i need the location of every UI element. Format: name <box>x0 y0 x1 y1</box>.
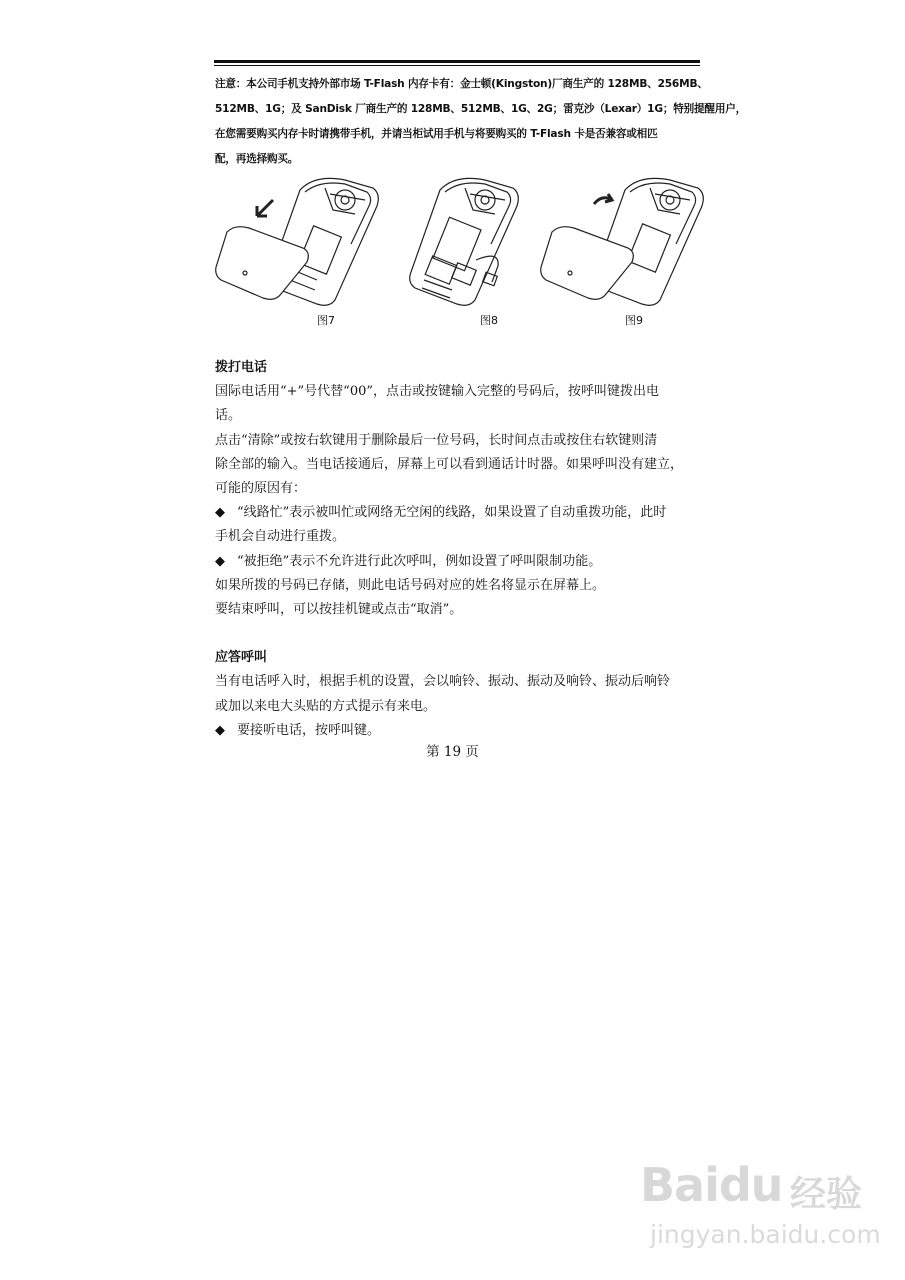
note-line: 在您需要购买内存卡时请携带手机，并请当柜试用手机与将要购买的 T-Flash 卡是否兼容或相匹 <box>215 128 658 140</box>
phone-memory-card-insert-illustration <box>380 170 555 310</box>
section-heading-answer: 应答呼叫 <box>215 650 268 666</box>
baidu-logo: Baidu <box>640 1158 783 1212</box>
header-rule-thin <box>214 65 700 66</box>
phone-cover-replace-illustration <box>530 170 705 310</box>
body-line: 或加以来电大头贴的方式提示有来电。 <box>215 698 437 714</box>
note-line: 配，再选择购买。 <box>215 153 299 165</box>
bullet-text: “线路忙”表示被叫忙或网络无空闲的线路，如果设置了自动重拨功能，此时 <box>237 505 667 521</box>
watermark-url: jingyan.baidu.com <box>650 1220 881 1249</box>
figure-9 <box>530 170 705 335</box>
figure-7-caption: 图7 <box>317 314 335 327</box>
memory-card-note <box>215 72 747 172</box>
figure-8 <box>380 170 555 335</box>
body-line: 当有电话呼入时，根据手机的设置，会以响铃、振动、振动及响铃、振动后响铃 <box>215 674 671 690</box>
body-line: 话。 <box>215 408 242 424</box>
figure-9-caption: 图9 <box>625 314 643 327</box>
body-line: 要结束呼叫，可以按挂机键或点击“取消”。 <box>215 602 463 618</box>
body-line: 手机会自动进行重拨。 <box>215 529 346 545</box>
body-line: 点击“清除”或按右软键用于删除最后一位号码，长时间点击或按住右软键则清 <box>215 432 658 448</box>
body-line: 国际电话用“+”号代替“00”，点击或按键输入完整的号码后，按呼叫键拨出电 <box>215 384 660 400</box>
bullet-item <box>215 501 701 525</box>
baidu-watermark <box>640 1148 890 1258</box>
figure-8-caption: 图8 <box>480 314 498 327</box>
body-line: 除全部的输入。当电话接通后，屏幕上可以看到通话计时器。如果呼叫没有建立， <box>215 456 684 472</box>
diamond-bullet-icon: ◆ <box>215 722 225 738</box>
diamond-bullet-icon: ◆ <box>215 553 225 569</box>
page-body <box>215 356 701 743</box>
body-line: 可能的原因有： <box>215 481 307 497</box>
bullet-text: “被拒绝”表示不允许进行此次呼叫，例如设置了呼叫限制功能。 <box>237 553 602 569</box>
body-line: 如果所拨的号码已存储，则此电话号码对应的姓名将显示在屏幕上。 <box>215 577 606 593</box>
bullet-item <box>215 550 701 574</box>
note-line: 注意：本公司手机支持外部市场 T-Flash 内存卡有：金士顿(Kingston)厂商生产的 128MB、256MB、 <box>215 78 708 90</box>
header-rule-thick <box>214 60 700 63</box>
figure-7 <box>205 170 380 335</box>
figure-row <box>205 170 705 335</box>
note-line: 512MB、1G；及 SanDisk 厂商生产的 128MB、512MB、1G、2G；雷克沙（Lexar）1G；特别提醒用户， <box>215 103 747 115</box>
phone-cover-removal-illustration <box>205 170 380 310</box>
section-heading-dial: 拨打电话 <box>215 360 268 375</box>
diamond-bullet-icon: ◆ <box>215 505 225 521</box>
bullet-text: 要接听电话，按呼叫键。 <box>237 722 381 738</box>
page-number: 第 19 页 <box>426 744 479 760</box>
watermark-jingyan: 经验 <box>790 1174 863 1215</box>
